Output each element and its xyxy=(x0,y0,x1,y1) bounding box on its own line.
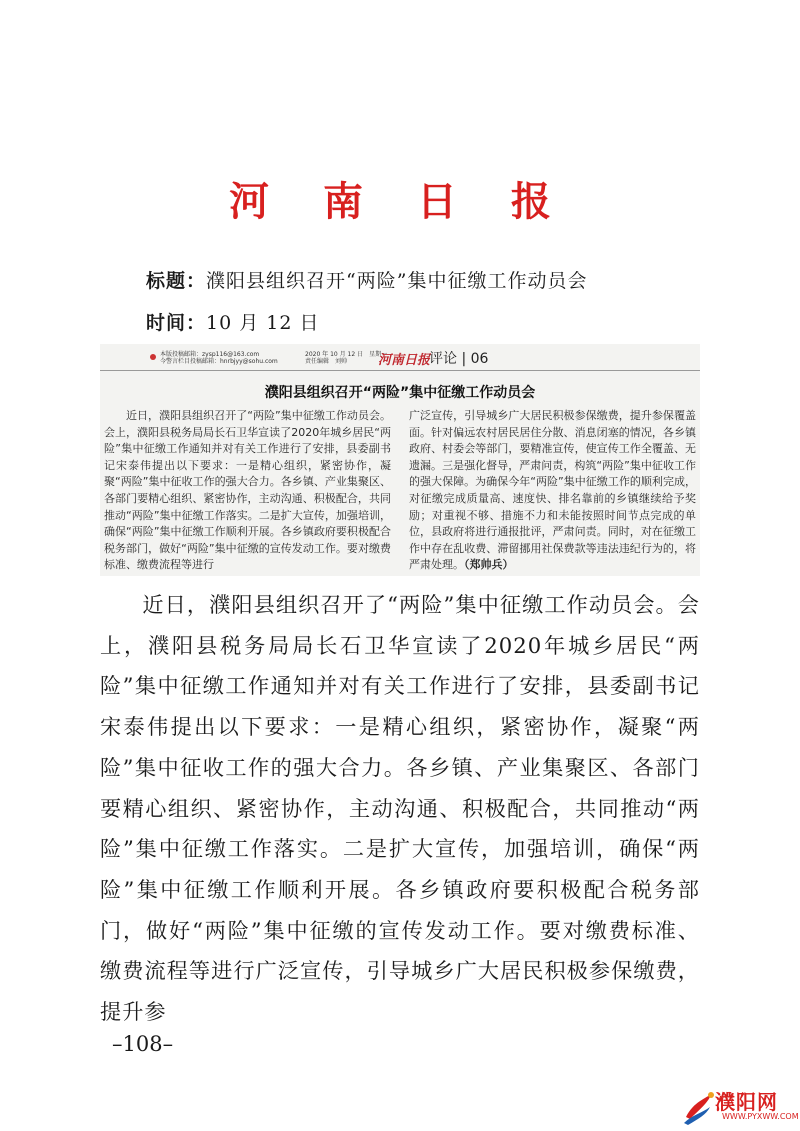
clipping-byline: （郑帅兵） xyxy=(464,558,514,572)
date-value: 10 月 12 日 xyxy=(206,312,320,334)
section-label: 评论 | 06 xyxy=(429,351,489,367)
meta-title-row xyxy=(146,266,587,293)
clipping-headline: 濮阳县组织召开“两险”集中征缴工作动员会 xyxy=(264,385,536,401)
contact-dot-icon xyxy=(150,354,156,360)
article-body: 近日，濮阳县组织召开了“两险”集中征缴工作动员会。会上，濮阳县税务局局长石卫华宣读了2020年城乡居民“两险”集中征缴工作通知并对有关工作进行了安排，县委副书记宋泰伟提出以下要求：一是精心组织，紧密协作，凝聚“两险”集中征收工作的强大合力。各乡镇、产业集聚区、各部门要精心组织、紧密协作，主动沟通、积极配合，共同推动“两险”集中征缴工作落实。二是扩大宣传，加强培训，确保“两险”集中征缴工作顺利开展。各乡镇政府要积极配合税务部门，做好“两险”集中征缴的宣传发动工作。要对缴费标准、缴费流程等进行广泛宣传，引导城乡广大居民积极参保缴费，提升参 xyxy=(100,592,700,1025)
clipping-column-2 xyxy=(409,408,696,576)
paper-logo: 河南日报 xyxy=(378,353,431,368)
page-number: –108– xyxy=(112,1032,174,1056)
watermark-url: WWW.PYXWW.COM xyxy=(722,1112,799,1121)
contacts-line-1: 本版投稿邮箱：zysp116@163.com xyxy=(160,351,260,358)
title-value: 濮阳县组织召开“两险”集中征缴工作动员会 xyxy=(206,270,588,292)
clipping-date xyxy=(305,351,387,365)
watermark-logo-icon xyxy=(680,1087,716,1127)
date-label: 时间： xyxy=(146,312,207,334)
newspaper-clipping xyxy=(100,344,700,576)
clipping-column-2-text: 广泛宣传，引导城乡广大居民积极参保缴费，提升参保覆盖面。针对偏远农村居民居住分散、消息闭塞的情况，各乡镇政府、村委会等部门，要精准宣传，使宣传工作全覆盖、无遗漏。三是强化督导，严肃问责，构筑“两险”集中征收工作的强大保障。为确保今年“两险”集中征缴工作的顺利完成，对征缴完成质量高、速度快、排名靠前的乡镇继续给予奖励；对重视不够、措施不力和未能按照时间节点完成的单位，县政府将进行通报批评，严肃问责。同时，对在征缴工作中存在乱收费、滞留挪用社保费款等违法违纪行为的，将严肃处理。 xyxy=(409,409,696,572)
clipping-header xyxy=(100,344,700,371)
clipping-contacts xyxy=(160,351,278,365)
watermark-name: 濮阳网 xyxy=(715,1090,778,1114)
date-line-2: 责任编辑 刘帅 xyxy=(305,358,348,365)
meta-date-row xyxy=(146,308,320,335)
masthead-title: 河 南 日 报 xyxy=(229,178,571,225)
clipping-column-1: 近日，濮阳县组织召开了“两险”集中征缴工作动员会。会上，濮阳县税务局局长石卫华宣读了2020年城乡居民“两险”集中征缴工作通知并对有关工作进行了安排，县委副书记宋泰伟提出以下要求：一是精心组织，紧密协作，凝聚“两险”集中征收工作的强大合力。各乡镇、产业集聚区、各部门要精心组织、紧密协作，主动沟通、积极配合，共同推动“两险”集中征缴工作落实。二是扩大宣传，加强培训，确保“两险”集中征缴工作顺利开展。各乡镇政府要积极配合税务部门，做好“两险”集中征缴的宣传发动工作。要对缴费标准、缴费流程等进行 xyxy=(104,409,391,572)
contacts-line-2: 今警言栏目投稿邮箱：hnrbjyy@sohu.com xyxy=(160,358,278,365)
title-label: 标题： xyxy=(146,270,207,292)
date-line-1: 2020 年 10 月 12 日 星期一 xyxy=(305,351,388,358)
